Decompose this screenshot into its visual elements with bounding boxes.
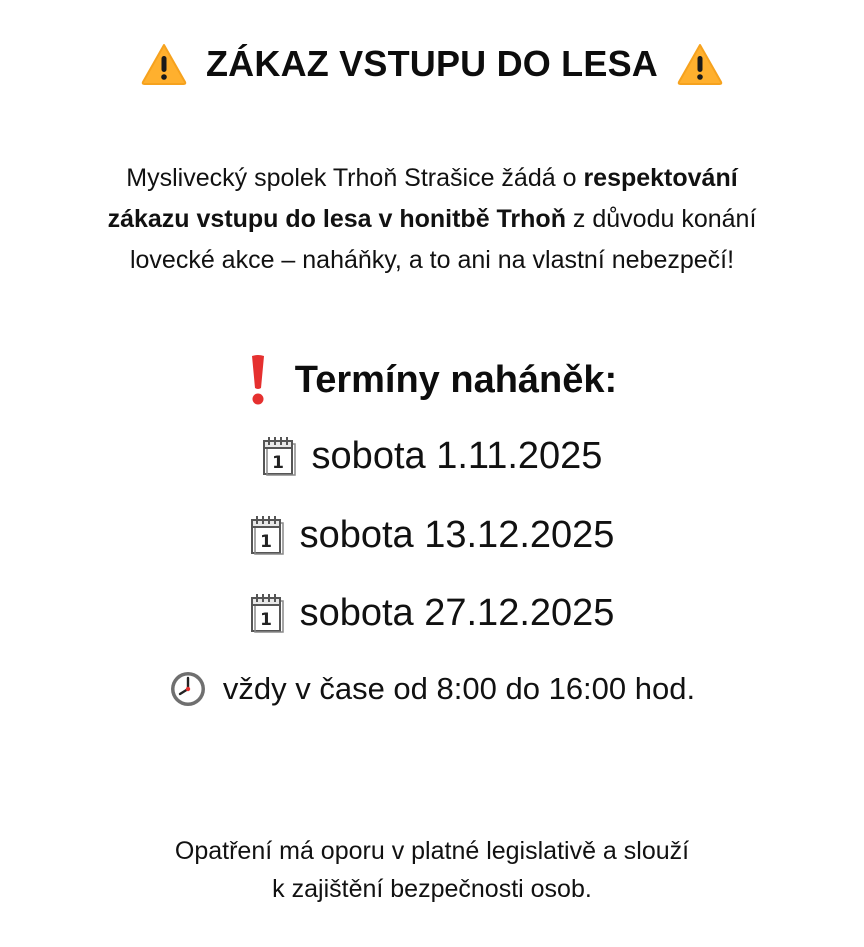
intro-line-1 [40, 158, 824, 199]
footer-line-2: k zajištění bezpečnosti osob. [272, 875, 592, 903]
intro-line-1-bold: respektování [583, 164, 738, 192]
date-text: sobota 1.11.2025 [311, 434, 603, 477]
warning-icon [140, 42, 188, 86]
intro-line-2-bold: zákazu vstupu do lesa v honitbě Trhoň [107, 205, 566, 233]
svg-text:1: 1 [271, 453, 284, 473]
calendar-icon [262, 436, 296, 476]
terms-heading: Termíny naháněk: [294, 358, 618, 401]
intro-paragraph [40, 158, 824, 281]
svg-text:1: 1 [259, 610, 272, 630]
intro-line-2 [40, 199, 824, 240]
page-title: ZÁKAZ VSTUPU DO LESA [205, 43, 658, 84]
warning-icon [676, 42, 724, 86]
footer-paragraph [40, 832, 824, 908]
time-text: vždy v čase od 8:00 do 16:00 hod. [222, 671, 696, 706]
exclamation-icon [247, 354, 269, 406]
date-row [0, 509, 864, 561]
svg-text:1: 1 [259, 532, 272, 552]
footer-line-1: Opatření má oporu v platné legislativě a slouží [174, 837, 690, 865]
title-row [0, 34, 864, 94]
terms-heading-row [0, 350, 864, 410]
date-row [0, 430, 864, 482]
date-text: sobota 13.12.2025 [299, 513, 615, 556]
calendar-icon [250, 593, 284, 633]
calendar-icon [250, 515, 284, 555]
date-text: sobota 27.12.2025 [299, 591, 615, 634]
intro-line-2-text: z důvodu konání [565, 205, 757, 233]
date-row [0, 587, 864, 639]
intro-line-3: lovecké akce – naháňky, a to ani na vlastní nebezpečí! [129, 246, 735, 274]
time-row [0, 664, 864, 714]
intro-line-1-text: Myslivecký spolek Trhoň Strašice žádá o [126, 164, 584, 192]
clock-icon [169, 670, 207, 708]
